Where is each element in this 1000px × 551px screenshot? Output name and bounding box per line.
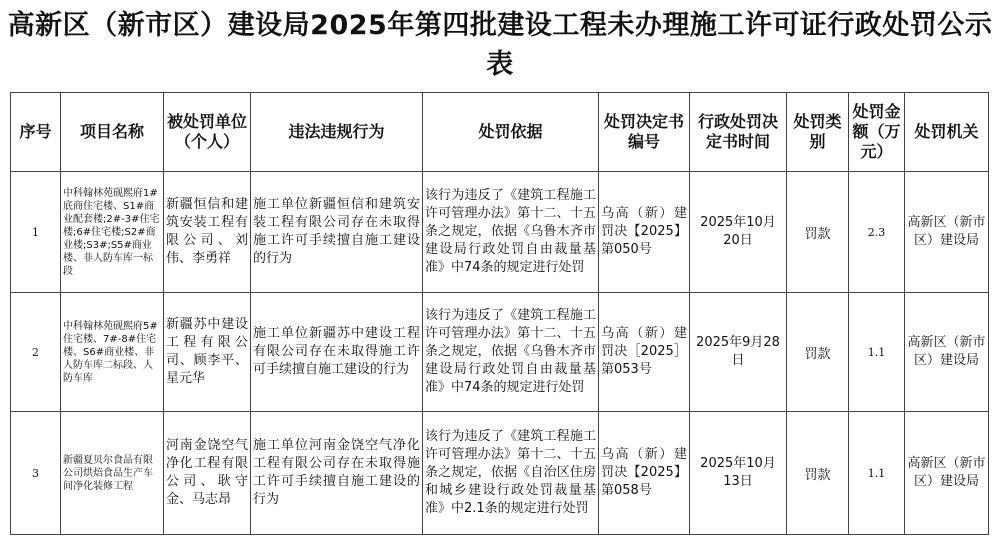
header-authority: 处罚机关 bbox=[905, 93, 989, 172]
cell-decision-no: 乌高（新）建罚决【2025】第058号 bbox=[599, 412, 690, 535]
cell-decision-date: 2025年10月13日 bbox=[690, 412, 787, 535]
cell-amount: 2.3 bbox=[849, 172, 905, 293]
cell-violation: 施工单位新疆苏中建设工程有限公司存在未取得施工许可手续擅自施工建设的行为 bbox=[251, 293, 423, 412]
cell-decision-no: 乌高（新）建罚决［2025］第053号 bbox=[599, 293, 690, 412]
cell-project: 中科翰林苑砚熙府1#底商住宅楼、S1#商业配套楼;2#-3#住宅楼;6#住宅楼;S2#商业楼;S3#;S5#商业楼、非人防车库一标段 bbox=[61, 172, 164, 293]
header-violation: 违法违规行为 bbox=[251, 93, 423, 172]
cell-seq: 1 bbox=[11, 172, 61, 293]
header-seq: 序号 bbox=[11, 93, 61, 172]
cell-type: 罚款 bbox=[787, 293, 849, 412]
cell-authority: 高新区（新市区）建设局 bbox=[905, 172, 989, 293]
header-project: 项目名称 bbox=[61, 93, 164, 172]
header-basis: 处罚依据 bbox=[423, 93, 599, 172]
cell-decision-no: 乌高（新）建罚决【2025】第050号 bbox=[599, 172, 690, 293]
table-row bbox=[11, 172, 989, 293]
penalty-table bbox=[10, 92, 989, 535]
cell-decision-date: 2025年10月20日 bbox=[690, 172, 787, 293]
header-amount: 处罚金额（万元） bbox=[849, 93, 905, 172]
document-title: 高新区（新市区）建设局2025年第四批建设工程未办理施工许可证行政处罚公示表 bbox=[7, 10, 993, 80]
cell-authority: 高新区（新市区）建设局 bbox=[905, 412, 989, 535]
table-row bbox=[11, 293, 989, 412]
cell-penalized-unit: 河南金饶空气净化工程有限公司、耿守金、马志昂 bbox=[164, 412, 251, 535]
cell-basis: 该行为违反了《建筑工程施工许可管理办法》第十二、十五条之规定，依据《自治区住房和城乡建设行政处罚裁量基准》中2.1条的规定进行处罚 bbox=[423, 412, 599, 535]
header-penalized-unit: 被处罚单位（个人） bbox=[164, 93, 251, 172]
header-decision-no: 处罚决定书编号 bbox=[599, 93, 690, 172]
cell-violation: 施工单位河南金饶空气净化工程有限公司存在未取得施工许可手续擅自施工建设的行为 bbox=[251, 412, 423, 535]
cell-seq: 2 bbox=[11, 293, 61, 412]
cell-penalized-unit: 新疆苏中建设工程有限公司、顾李平、星元华 bbox=[164, 293, 251, 412]
header-decision-date: 行政处罚决定书时间 bbox=[690, 93, 787, 172]
cell-type: 罚款 bbox=[787, 172, 849, 293]
cell-penalized-unit: 新疆恒信和建筑安装工程有限公司、刘伟、李勇祥 bbox=[164, 172, 251, 293]
cell-authority: 高新区（新市区）建设局 bbox=[905, 293, 989, 412]
cell-type: 罚款 bbox=[787, 412, 849, 535]
table-header-row bbox=[11, 93, 989, 172]
table-row bbox=[11, 412, 989, 535]
cell-seq: 3 bbox=[11, 412, 61, 535]
cell-basis: 该行为违反了《建筑工程施工许可管理办法》第十二、十五条之规定，依据《乌鲁木齐市建设局行政处罚自由裁量基准》中74条的规定进行处罚 bbox=[423, 293, 599, 412]
cell-amount: 1.1 bbox=[849, 293, 905, 412]
cell-violation: 施工单位新疆恒信和建筑安装工程有限公司存在未取得施工许可手续擅自施工建设的行为 bbox=[251, 172, 423, 293]
cell-basis: 该行为违反了《建筑工程施工许可管理办法》第十二、十五条之规定，依据《乌鲁木齐市建设局行政处罚自由裁量基准》中74条的规定进行处罚 bbox=[423, 172, 599, 293]
cell-amount: 1.1 bbox=[849, 412, 905, 535]
cell-project: 新疆夏贝尔食品有限公司烘焙食品生产车间净化装修工程 bbox=[61, 412, 164, 535]
cell-project: 中科翰林苑砚熙府5#住宅楼、7#-8#住宅楼、S6#商业楼、非人防车库二标段、人防车库 bbox=[61, 293, 164, 412]
header-type: 处罚类别 bbox=[787, 93, 849, 172]
cell-decision-date: 2025年9月28日 bbox=[690, 293, 787, 412]
